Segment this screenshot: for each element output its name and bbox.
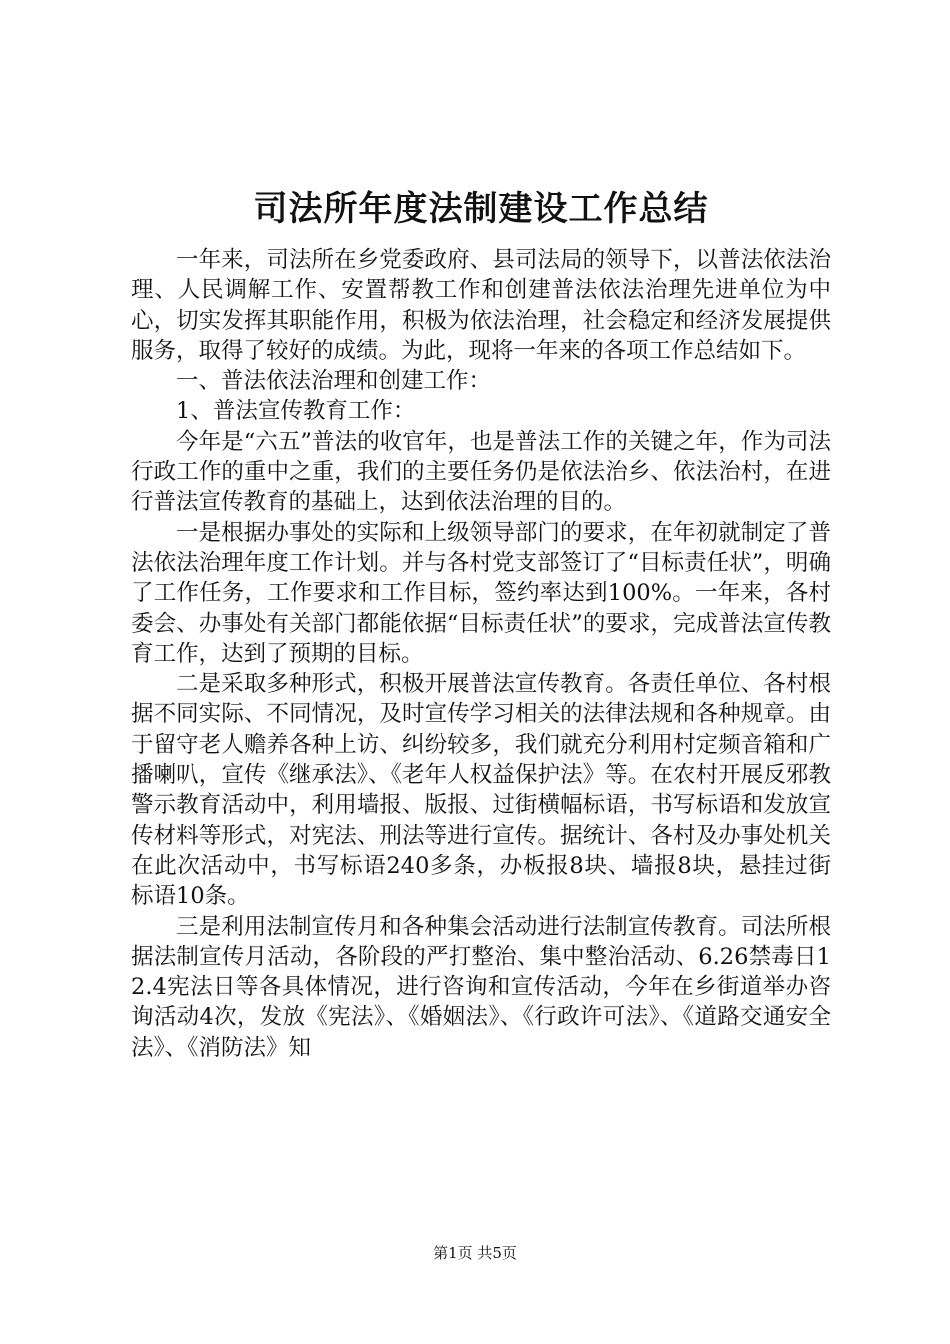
paragraph-point-one: 一是根据办事处的实际和上级领导部门的要求，在年初就制定了普法依法治理年度工作计划。并与各村党支部签订了“目标责任状”，明确了工作任务，工作要求和工作目标，签约率达到100%。一年来，各村委会、办事处有关部门都能依据“目标责任状”的要求，完成普法宣传教育工作，达到了预期的目标。 bbox=[131, 519, 831, 667]
document-title: 司法所年度法制建设工作总结 bbox=[253, 189, 709, 229]
document-page bbox=[131, 185, 831, 1063]
paragraph-liuwu: 今年是“六五”普法的收官年，也是普法工作的关键之年，作为司法行政工作的重中之重，我们的主要任务仍是依法治乡、依法治村，在进行普法宣传教育的基础上，达到依法治理的目的。 bbox=[131, 428, 831, 516]
paragraph-point-two: 二是采取多种形式，积极开展普法宣传教育。各责任单位、各村根据不同实际、不同情况，及时宣传学习相关的法律法规和各种规章。由于留守老人赡养各种上访、纠纷较多，我们就充分利用村定频音箱和广播喇叭，宣传《继承法》、《老年人权益保护法》等。在农村开展反邪教警示教育活动中，利用墙报、版报、过街横幅标语，书写标语和发放宣传材料等形式，对宪法、刑法等进行宣传。据统计、各村及办事处机关在此次活动中，书写标语240多条，办板报8块、墙报8块，悬挂过街标语10条。 bbox=[131, 671, 831, 910]
paragraph-point-three: 三是利用法制宣传月和各种集会活动进行法制宣传教育。司法所根据法制宣传月活动，各阶段的严打整治、集中整治活动、6.26禁毒日12.4宪法日等各具体情况，进行咨询和宣传活动，今年在乡街道举办咨询活动4次，发放《宪法》、《婚姻法》、《行政许可法》、《道路交通安全法》、《消防法》知 bbox=[131, 913, 831, 1061]
paragraph-intro: 一年来，司法所在乡党委政府、县司法局的领导下，以普法依法治理、人民调解工作、安置帮教工作和创建普法依法治理先进单位为中心，切实发挥其职能作用，积极为依法治理，社会稳定和经济发展提供服务，取得了较好的成绩。为此，现将一年来的各项工作总结如下。 bbox=[131, 247, 831, 364]
page-footer: 第1页 共5页 bbox=[433, 1244, 517, 1262]
section-heading-1: 一、普法依法治理和创建工作： bbox=[176, 368, 492, 395]
subsection-heading-1-1: 1、普法宣传教育工作： bbox=[176, 398, 416, 425]
